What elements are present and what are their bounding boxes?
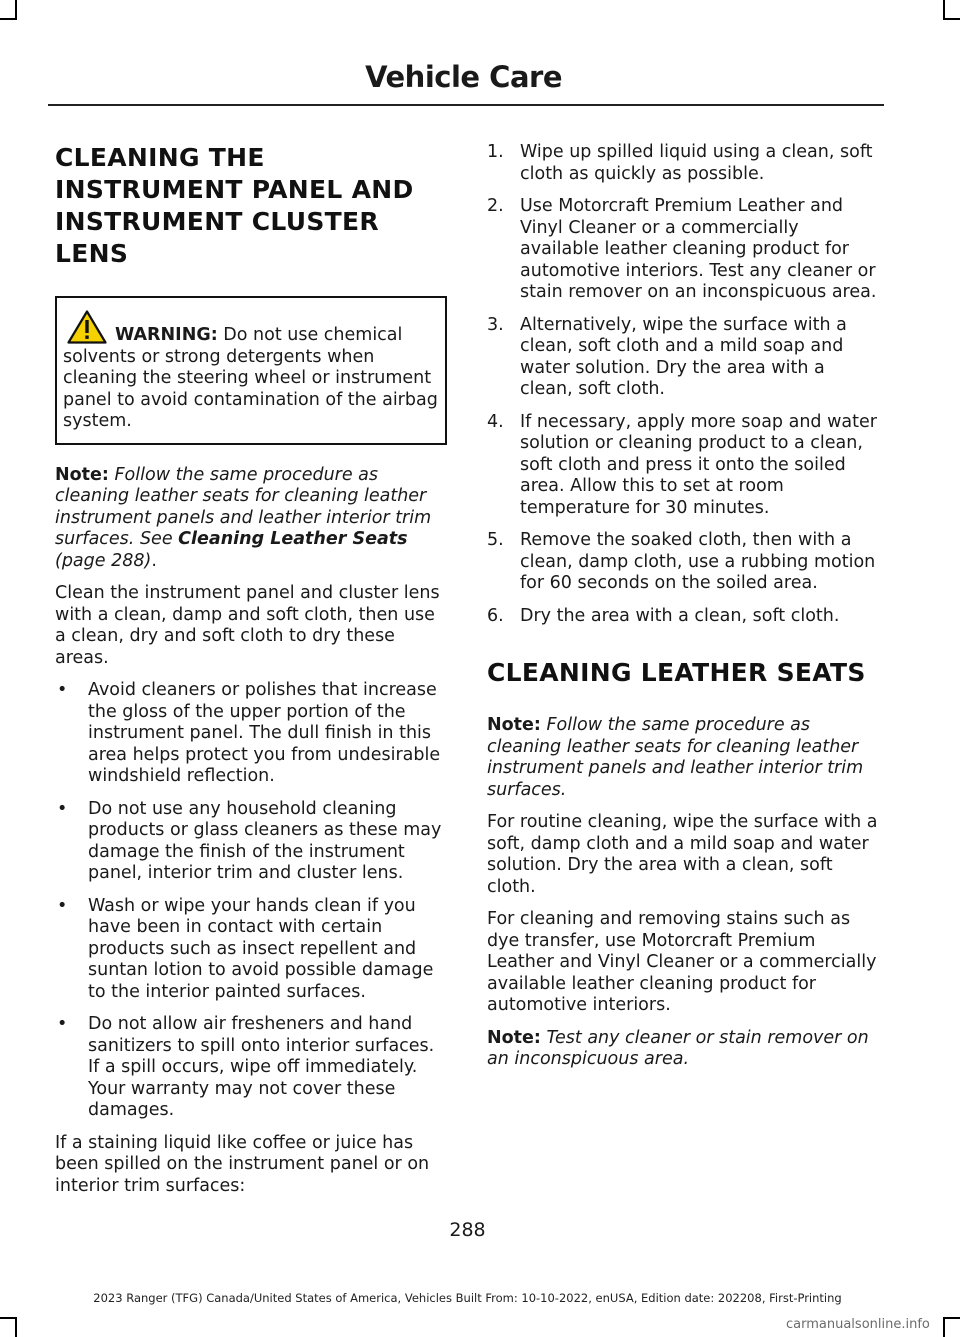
header-divider (48, 104, 884, 106)
bullet-text: Do not use any household cleaning products or glass cleaners as these may damage the finish of the instrument panel, interior trim and cluster lens. (88, 798, 442, 883)
list-item (55, 799, 447, 885)
step-text: Use Motorcraft Premium Leather and Vinyl Cleaner or a commercially available leather cleaning product for automotive interiors. Test any cleaner or stain remover on an inconspicuous area. (520, 196, 877, 302)
crop-mark-bottom-right-h (943, 1317, 960, 1319)
crop-mark-bottom-left-h (0, 1317, 17, 1319)
crop-mark-top-right (943, 0, 945, 20)
warning-box (55, 296, 447, 445)
note-label: Note: (487, 1027, 541, 1048)
list-item (487, 530, 879, 595)
note-see: See (139, 529, 173, 549)
note-paragraph (487, 715, 879, 801)
note-label: Note: (55, 464, 109, 485)
note-paragraph (487, 1028, 879, 1071)
list-item (487, 315, 879, 401)
bullet-marker: • (57, 895, 68, 916)
footer-text: 2023 Ranger (TFG) Canada/United States of America, Vehicles Built From: 10-10-2022, enUSA, Edition date: 202208, First-Printing (93, 1291, 842, 1305)
stain-removal-paragraph: For cleaning and removing stains such as dye transfer, use Motorcraft Premium Leather and Vinyl Cleaner or a commercially available leather cleaning product for automotive interiors. (487, 909, 877, 1015)
bullet-marker: • (57, 680, 68, 700)
section-heading-leather-seats: CLEANING LEATHER SEATS (487, 658, 866, 687)
list-item (487, 196, 879, 304)
step-number: 5. (487, 530, 504, 550)
bullet-marker: • (57, 798, 68, 819)
step-number: 1. (487, 142, 504, 162)
note-label: Note: (487, 715, 541, 735)
step-number: 4. (487, 411, 504, 432)
note-end: . (151, 550, 157, 571)
warning-triangle-icon (67, 310, 107, 344)
crop-mark-top-left-h (0, 18, 17, 20)
note-paragraph (55, 465, 447, 573)
cross-reference-page[interactable]: (page 288) (55, 550, 152, 571)
left-column (55, 142, 447, 1208)
list-item (55, 896, 447, 1004)
list-item (55, 680, 447, 788)
intro-paragraph: Clean the instrument panel and cluster lens with a clean, damp and soft cloth, then use a clean, dry and soft cloth to dry these areas. (55, 583, 440, 668)
step-number: 6. (487, 605, 504, 626)
step-text: Alternatively, wipe the surface with a clean, soft cloth and a mild soap and water solution. Dry the area with a clean, soft cloth. (520, 314, 847, 399)
bullet-marker: • (57, 1014, 68, 1034)
crop-mark-bottom-left (15, 1317, 17, 1337)
bullet-text: Avoid cleaners or polishes that increase the gloss of the upper portion of the instrument panel. The dull finish in this area helps protect you from undesirable windshield reflection. (88, 680, 441, 786)
warning-label: WARNING: (115, 325, 218, 345)
crop-mark-bottom-right (943, 1317, 945, 1337)
steps-list (487, 142, 879, 627)
routine-cleaning-paragraph: For routine cleaning, wipe the surface with a soft, damp cloth and a mild soap and water solution. Dry the area with a clean, soft cloth. (487, 812, 878, 897)
list-item (487, 142, 879, 185)
page-title: Vehicle Care (365, 60, 562, 94)
crop-mark-top-right-h (943, 18, 960, 20)
note-text: Follow the same procedure as cleaning leather seats for cleaning leather instrument panels and leather interior trim surfaces. (487, 715, 864, 800)
step-number: 2. (487, 196, 504, 216)
page-number: 288 (449, 1219, 486, 1241)
step-text: Remove the soaked cloth, then with a clean, damp cloth, use a rubbing motion for 60 seconds on the soiled area. (520, 530, 876, 593)
bullet-text: Wash or wipe your hands clean if you have been in contact with certain products such as insect repellent and suntan lotion to avoid possible damage to the interior painted surfaces. (88, 895, 434, 1002)
note-text: Follow the same procedure as cleaning leather seats for cleaning leather instrument panels and leather interior trim surfaces. (55, 464, 432, 549)
right-column (487, 142, 879, 1082)
crop-mark-top-left (15, 0, 17, 20)
watermark: carmanualsonline.info (786, 1317, 930, 1332)
step-text: If necessary, apply more soap and water solution or cleaning product to a clean, soft cloth and press it onto the soiled area. Allow this to set at room temperature for 30 minutes. (520, 411, 877, 518)
step-number: 3. (487, 314, 504, 335)
step-text: Wipe up spilled liquid using a clean, soft cloth as quickly as possible. (520, 142, 873, 184)
list-item (487, 412, 879, 520)
cross-reference-link[interactable]: Cleaning Leather Seats (178, 529, 408, 549)
list-item (55, 1014, 447, 1122)
step-text: Dry the area with a clean, soft cloth. (520, 605, 840, 626)
warning-text: Do not use chemical solvents or strong detergents when cleaning the steering wheel or instrument panel to avoid contamination of the airbag system. (63, 325, 438, 431)
bullet-text: Do not allow air fresheners and hand sanitizers to spill onto interior surfaces. If a spill occurs, wipe off immediately. Your warranty may not cover these damages. (88, 1014, 435, 1120)
bullet-list (55, 680, 447, 1122)
list-item (487, 606, 879, 628)
closing-paragraph: If a staining liquid like coffee or juice has been spilled on the instrument panel or on interior trim surfaces: (55, 1132, 430, 1196)
section-heading-instrument-panel: CLEANING THE INSTRUMENT PANEL AND INSTRUMENT CLUSTER LENS (55, 143, 414, 268)
note-text: Test any cleaner or stain remover on an inconspicuous area. (487, 1027, 869, 1069)
